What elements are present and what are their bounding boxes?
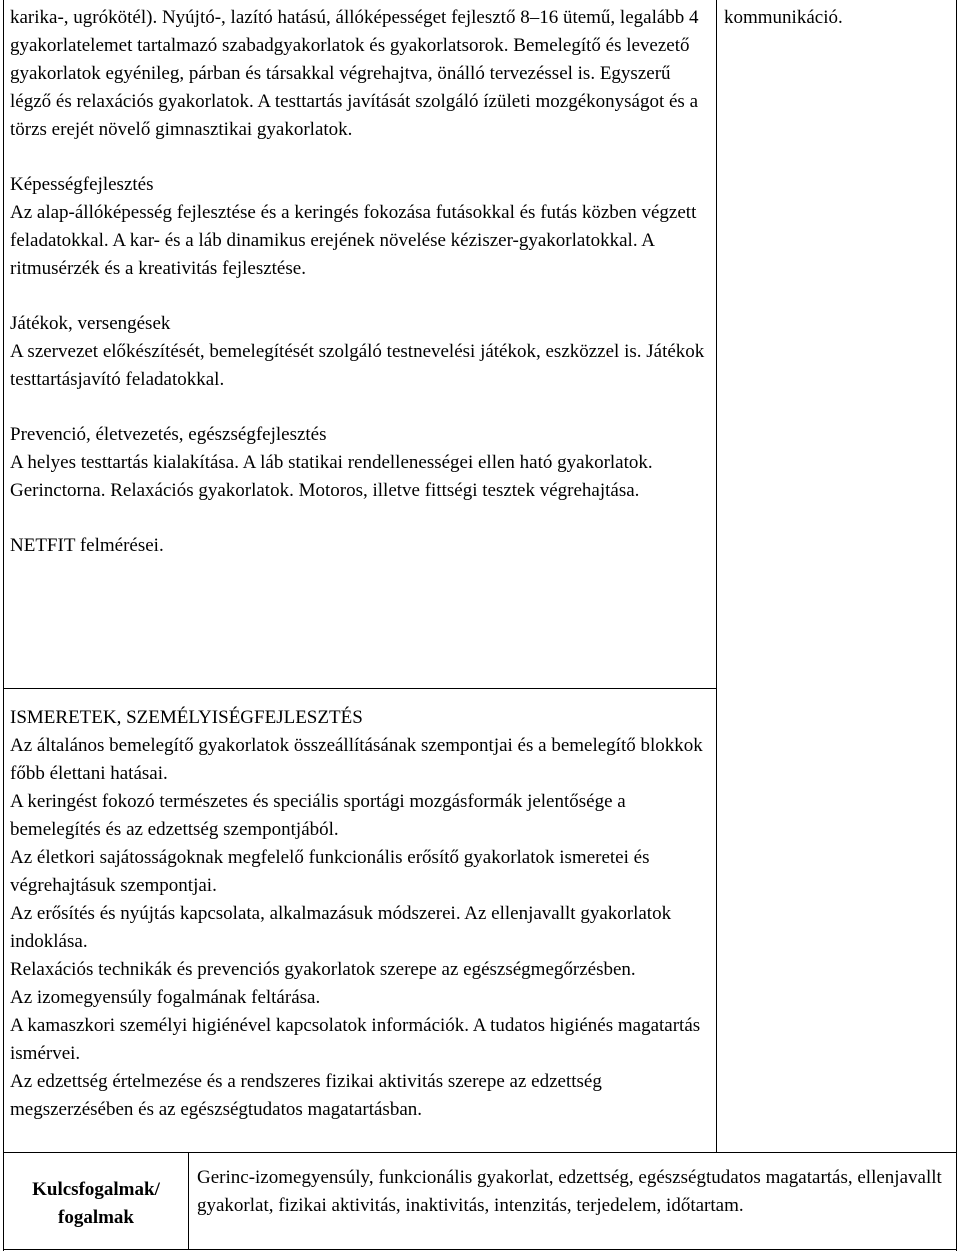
table-border-right xyxy=(956,0,957,1251)
section-text: Az alap-állóképesség fejlesztése és a keringés fokozása futásokkal és futás közben végzett feladatokkal. A kar- és a láb dinamikus erejének növelése kéziszer-gyakorlatokkal. A ritmusérzék és a kreativitás fejlesztése. xyxy=(10,202,697,279)
table-border-bottom xyxy=(3,1249,957,1250)
prevencio-section xyxy=(10,421,710,505)
key-concepts-text: Gerinc-izomegyensúly, funkcionális gyakorlat, edzettség, egészségtudatos magatartás, ellenjavallt gyakorlat, fizikai aktivitás, inaktivitás, intenzitás, terjedelem, időtartam. xyxy=(197,1167,942,1216)
netfit-text: NETFIT felmérései. xyxy=(10,535,164,556)
connections-text: kommunikáció. xyxy=(724,7,843,28)
section-text: A szervezet előkészítését, bemelegítését szolgáló testnevelési játékok, eszközzel is. Játékok testtartásjavító feladatokkal. xyxy=(10,341,705,390)
key-concepts-label: Kulcsfogalmak/ fogalmak xyxy=(32,1179,160,1228)
row-divider xyxy=(3,688,717,689)
knowledge-line: Az általános bemelegítő gyakorlatok összeállításának szempontjai és a bemelegítő blokkok főbb élettani hatásai. xyxy=(10,735,703,784)
knowledge-line: Relaxációs technikák és prevenciós gyakorlatok szerepe az egészségmegőrzésben. xyxy=(10,959,636,980)
section-text: A helyes testtartás kialakítása. A láb statikai rendellenességei ellen ható gyakorlatok. Gerinctorna. Relaxációs gyakorlatok. Motoros, illetve fittségi tesztek végrehajtása. xyxy=(10,452,653,501)
knowledge-line: Az edzettség értelmezése és a rendszeres fizikai aktivitás szerepe az edzettség megszerzésében és az egészségtudatos magatartásban. xyxy=(10,1071,602,1120)
connections-cell xyxy=(724,4,954,32)
intro-text: karika-, ugrókötél). Nyújtó-, lazító hatású, állóképességet fejlesztő 8–16 ütemű, legalább 4 gyakorlatelemet tartalmazó szabadgyakorlatok és gyakorlatsorok. Bemelegítő és levezető gyakorlatok egyénileg, párban és társakkal végrehajtva, önálló tervezéssel is. Egyszerű légző és relaxációs gyakorlatok. A testtartás javítását szolgáló ízületi mozgékonyságot és a törzs erejét növelő gimnasztikai gyakorlatok. xyxy=(10,7,699,140)
table-border-mid xyxy=(716,0,717,1152)
knowledge-line: A kamaszkori személyi higiénével kapcsolatok információk. A tudatos higiénés magatartás ismérvei. xyxy=(10,1015,701,1064)
kulcs-divider xyxy=(188,1152,189,1250)
knowledge-heading: ISMERETEK, SZEMÉLYISÉGFEJLESZTÉS xyxy=(10,707,363,728)
section-heading: Játékok, versengések xyxy=(10,313,171,334)
knowledge-line: Az erősítés és nyújtás kapcsolata, alkalmazásuk módszerei. Az ellenjavallt gyakorlatok indoklása. xyxy=(10,903,672,952)
knowledge-line: Az izomegyensúly fogalmának feltárása. xyxy=(10,987,321,1008)
jatekok-section xyxy=(10,310,710,394)
table-border-left xyxy=(3,0,4,1251)
knowledge-line: Az életkori sajátosságoknak megfelelő funkcionális erősítő gyakorlatok ismeretei és végrehajtásuk szempontjai. xyxy=(10,847,650,896)
section-heading: Képességfejlesztés xyxy=(10,174,154,195)
activities-cell xyxy=(10,4,710,560)
row-divider-kulcs xyxy=(3,1152,957,1153)
knowledge-cell xyxy=(10,704,710,1124)
section-heading: Prevenció, életvezetés, egészségfejlesztés xyxy=(10,424,327,445)
knowledge-line: A keringést fokozó természetes és speciális sportági mozgásformák jelentősége a bemelegítés és az edzettség szempontjából. xyxy=(10,791,626,840)
kepessegfejlesztes-section xyxy=(10,171,710,283)
